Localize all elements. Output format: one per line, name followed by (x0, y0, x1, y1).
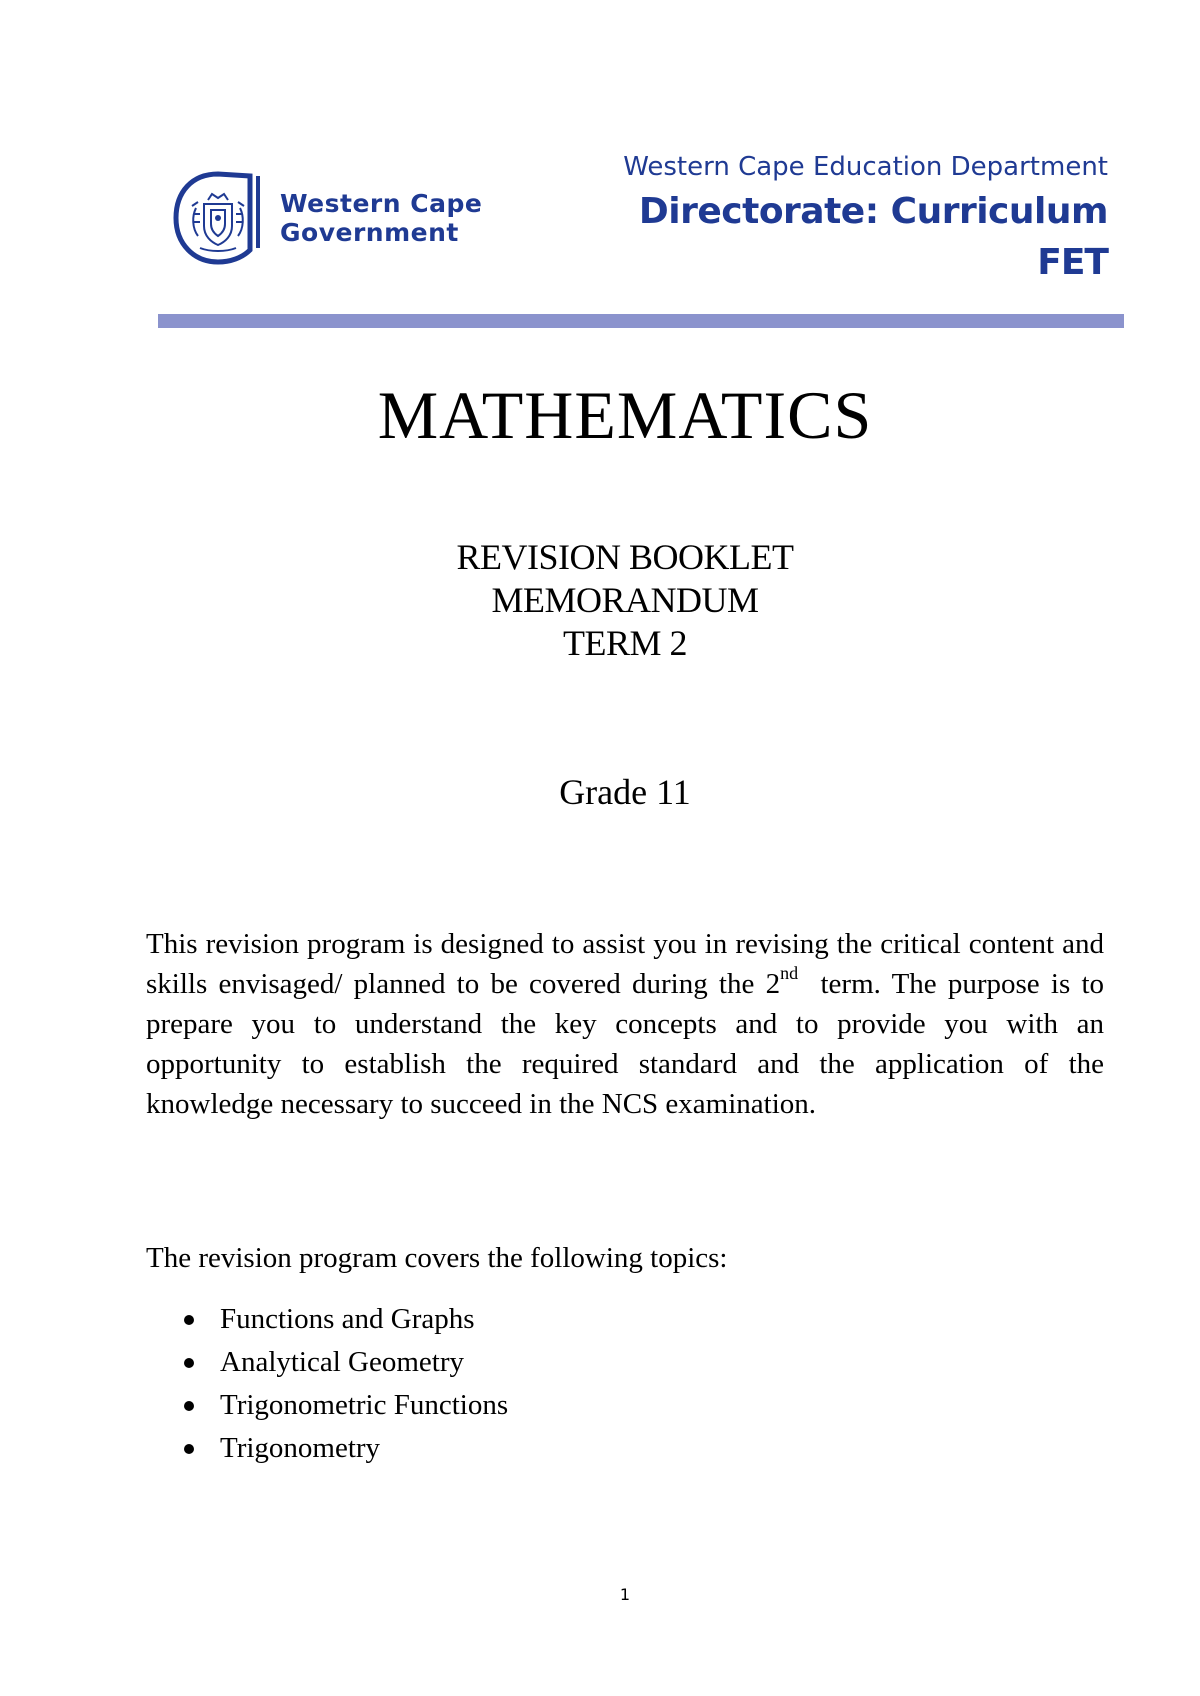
header-divider (158, 314, 1124, 328)
government-logo (170, 170, 482, 266)
intro-paragraph (146, 924, 1112, 1124)
bullet-icon (184, 1358, 194, 1368)
logo-line-1: Western Cape (280, 189, 483, 218)
bullet-icon (184, 1315, 194, 1325)
directorate-name: Directorate: Curriculum (638, 191, 1108, 232)
bullet-icon (184, 1401, 194, 1411)
bullet-icon (184, 1444, 194, 1454)
ordinal-suffix: nd (780, 963, 799, 983)
subtitle-line-3: TERM 2 (562, 623, 687, 663)
logo-wordmark (280, 189, 482, 247)
topic-label: Trigonometric Functions (220, 1389, 509, 1421)
list-item (146, 1384, 508, 1427)
phase-label: FET (1037, 242, 1108, 283)
topics-list (146, 1298, 508, 1470)
subtitle-line-2: MEMORANDUM (491, 580, 759, 620)
list-item (146, 1298, 508, 1341)
topic-label: Analytical Geometry (220, 1346, 464, 1378)
intro-text-part-1: This revision program is designed to assist you in revising the critical content and skills envisaged/ planned to be covered during the 2 (146, 928, 1104, 1000)
logo-line-2: Government (280, 218, 459, 247)
grade-label: Grade 11 (559, 772, 691, 812)
department-name: Western Cape Education Department (623, 152, 1108, 182)
topics-lead-in: The revision program covers the following topics: (146, 1242, 728, 1274)
list-item (146, 1427, 508, 1470)
topic-label: Trigonometry (220, 1432, 381, 1464)
list-item (146, 1341, 508, 1384)
intro-text-part-2: term. The purpose is to prepare you to understand the key concepts and to provide you with an opportunity to establish the required standard and the application of the knowledge necessary to succeed in the NCS examination. (146, 968, 1112, 1120)
coat-of-arms-icon (170, 170, 266, 266)
subject-title: MATHEMATICS (377, 377, 873, 453)
booklet-subtitle (0, 536, 1200, 665)
subtitle-line-1: REVISION BOOKLET (456, 537, 794, 577)
page-number: 1 (619, 1585, 631, 1604)
department-header (623, 148, 1108, 288)
topic-label: Functions and Graphs (220, 1303, 475, 1335)
